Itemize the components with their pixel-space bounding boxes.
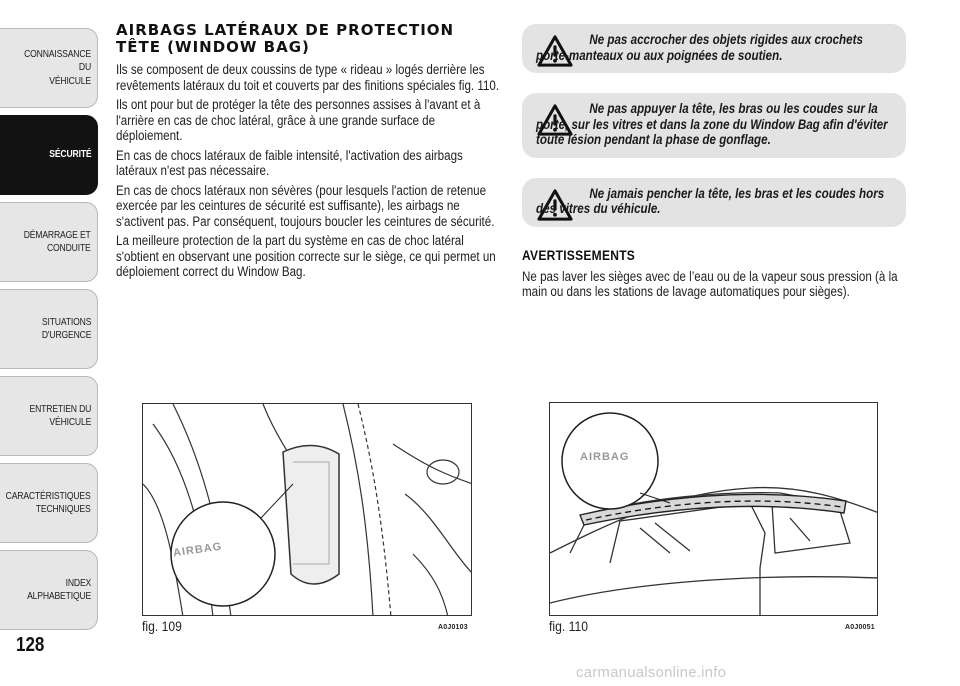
left-column: [116, 22, 500, 284]
warning-box: [522, 178, 906, 227]
warning-box: [522, 93, 906, 158]
car-window-bag-drawing: [550, 403, 878, 616]
airbag-badge-label: AIRBAG: [172, 540, 223, 560]
paragraph: Ils ont pour but de protéger la tête des personnes assises à l'avant et à l'arrière en cas de choc latéral, grâce à une grande surface de déploiement.: [116, 97, 481, 143]
tab-connaissance-vehicule[interactable]: CONNAISSANCE DU VÉHICULE: [0, 28, 98, 108]
seat-airbag-drawing: [143, 404, 472, 616]
tab-caracteristiques-techniques[interactable]: CARACTÉRISTIQUES TECHNIQUES: [0, 463, 98, 543]
warning-text: Ne jamais pencher la tête, les bras et les coudes hors des vitres du véhicule.: [536, 185, 885, 216]
figure-code: A0J0051: [845, 624, 875, 631]
tab-securite[interactable]: SÉCURITÉ: [0, 115, 98, 195]
warning-text: Ne pas appuyer la tête, les bras ou les coudes sur la porte, sur les vitres et dans la zone du Window Bag afin d'éviter toute lésion pendant la phase de gonflage.: [536, 101, 888, 147]
figure-caption: fig. 109: [142, 619, 182, 634]
figure-109-illustration: [142, 403, 472, 616]
right-column: [522, 24, 906, 304]
tab-demarrage-conduite[interactable]: DÉMARRAGE ET CONDUITE: [0, 202, 98, 282]
paragraph: Ne pas laver les sièges avec de l’eau ou de la vapeur sous pression (à la main ou dans les stations de lavage automatiques pour sièges).: [522, 268, 898, 299]
figure-code: A0J0103: [438, 624, 468, 631]
tab-entretien-vehicule[interactable]: ENTRETIEN DU VÉHICULE: [0, 376, 98, 456]
page-number: 128: [16, 634, 45, 656]
figure-110-illustration: [549, 402, 878, 616]
paragraph: En cas de chocs latéraux non sévères (pour lesquels l'action de retenue exercée par les ceintures de sécurité est suffisante), les airbags ne s'activent pas. Par conséquent, toujours boucler les ceintures de sécurité.: [116, 182, 495, 229]
warning-box: [522, 24, 906, 73]
paragraph: En cas de chocs latéraux de faible intensité, l'activation des airbags latéraux n'est pas nécessaire.: [116, 147, 463, 178]
paragraph: La meilleure protection de la part du système en cas de choc latéral s'obtient en observant une position correcte sur le siège, ce qui permet un déploiement correct du Window Bag.: [116, 233, 496, 279]
paragraph: Ils se composent de deux coussins de type « rideau » logés derrière les revêtements latéraux du toit et couverts par des finitions spéciales fig. 110.: [116, 62, 500, 93]
tab-index-alphabetique[interactable]: INDEX ALPHABETIQUE: [0, 550, 98, 630]
tab-situations-urgence[interactable]: SITUATIONS D'URGENCE: [0, 289, 98, 369]
watermark: carmanualsonline.info: [576, 664, 727, 681]
chapter-sidebar: [0, 0, 100, 686]
figure-caption: fig. 110: [549, 619, 588, 634]
subheading-avertissements: AVERTISSEMENTS: [522, 246, 636, 263]
warning-text: Ne pas accrocher des objets rigides aux crochets porte-manteaux ou aux poignées de soutien.: [536, 32, 863, 63]
section-heading: AIRBAGS LATÉRAUX DE PROTECTION TÊTE (WINDOW BAG): [116, 21, 455, 56]
airbag-badge-label: AIRBAG: [580, 451, 630, 463]
